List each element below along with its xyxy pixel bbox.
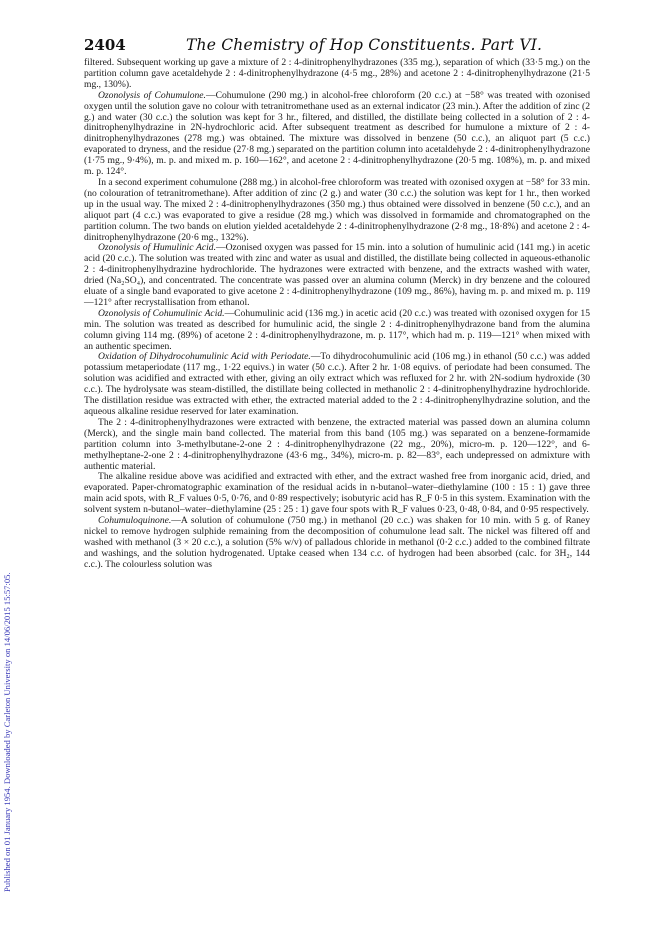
paragraph (84, 58, 590, 91)
paragraph-text: filtered. Subsequent working up gave a mixture of 2 : 4-dinitrophenylhydrazones (335 mg.), separation of which (33·5 mg.) on the partition column gave acetaldehyde 2 : 4-dinitrophenylhydrazone (4·5 mg., 28%) and acetone 2 : 4-dinitrophenylhydrazone (21·5 mg., 130%). (84, 57, 590, 90)
paragraph (84, 91, 590, 178)
paragraph-text: The alkaline residue above was acidified and extracted with ether, and the extract washed free from inorganic acid, dried, and evaporated. Paper-chromatographic examination of the residual acids in n-butanol–water–diethylamine (100 : 15 : 1) gave three main acid spots, with R_F values 0·5, 0·76, and 0·89 respectively; isobutyric acid has R_F 0·5 in this system. Examination with the solvent system n-butanol–water–diethylamine (25 : 25 : 1) gave four spots with R_F values 0·23, 0·48, 0·84, and 0·95 respectively. (84, 471, 591, 516)
paragraph (84, 178, 590, 243)
paragraph (84, 472, 590, 516)
download-notice: Published on 01 January 1954. Downloaded by Carleton University on 14/06/2015 15:57:05. (2, 572, 12, 892)
paragraph (84, 309, 590, 353)
running-head: The Chemistry of Hop Constituents. Part VI. (186, 36, 543, 54)
paragraph (84, 418, 590, 473)
page-header (84, 36, 594, 56)
section-heading: Ozonolysis of Cohumulinic Acid. (98, 307, 225, 319)
paragraph-text: —Cohumulone (290 mg.) in alcohol-free chloroform (20 c.c.) at −58° was treated with ozonised oxygen until the solution gave no colour with tetranitromethane used as an external indicator (23 min.). After the addition of zinc (2 g.) and water (30 c.c.) the solution was kept for 3 hr., filtered, and distilled, the distillate being collected in a solution of 2 : 4-dinitrophenylhydrazine in 2N-hydrochloric acid. After subsequent treatment as described for humulone a mixture of 2 : 4-dinitrophenylhydrazones (278 mg.) was obtained. The mixture was dissolved in benzene (50 c.c.), an aliquot part (5 c.c.) evaporated to dryness, and the residue (27·8 mg.) separated on the partition column into acetaldehyde 2 : 4-dinitrophenylhydrazone (1·75 mg., 9·4%), m. p. and mixed m. p. 160—162°, and acetone 2 : 4-dinitrophenylhydrazone (20·5 mg. 108%), m. p. and mixed m. p. 124°. (84, 89, 590, 178)
article-body (84, 58, 590, 571)
paragraph-text: The 2 : 4-dinitrophenylhydrazones were extracted with benzene, the extracted material was passed down an alumina column (Merck), and the single main band collected. The material from this band (105 mg.) was separated on a benzene-formamide partition column into 3-methylbutane-2-one 2 : 4-dinitrophenylhydrazone (22 mg., 20%), micro-m. p. 120—122°, and 6-methylheptane-2-one 2 : 4-dinitrophenylhydrazone (43·6 mg., 34%), micro-m. p. 82—83°, each undepressed on admixture with authentic material. (84, 416, 590, 472)
paragraph (84, 243, 590, 308)
paragraph-text: —A solution of cohumulone (750 mg.) in methanol (20 c.c.) was shaken for 10 min. with 5 g. of Raney nickel to remove hydrogen sulphide remaining from the decomposition of cohumulone lead salt. The nickel was filtered off and washed with methanol (3 × 20 c.c.), a solution (5% w/v) of palladous chloride in methanol (0·2 c.c.) added to the combined filtrate and washings, and the solution hydrogenated. Uptake ceased when 134 c.c. of hydrogen had been absorbed (calc. for 3H₂, 144 c.c.). The colourless solution was (84, 515, 590, 570)
paragraph-text: —Cohumulinic acid (136 mg.) in acetic acid (20 c.c.) was treated with ozonised oxygen for 15 min. The solution was treated as described for humulinic acid, the single 2 : 4-dinitrophenylhydrazone band from the alumina column giving 114 mg. (89%) of acetone 2 : 4-dinitrophenylhydrazone, m. p. 117°, which had m. p. 119—121° when mixed with an authentic specimen. (84, 307, 591, 352)
section-heading: Cohumuloquinone. (98, 515, 172, 527)
paragraph-text: In a second experiment cohumulone (288 mg.) in alcohol-free chloroform was treated with ozonised oxygen at −58° for 33 min. (no colouration of tetranitromethane). After addition of zinc (2 g.) and water (30 c.c.) the solution was kept for 1 hr., then worked up in the usual way. The mixed 2 : 4-dinitrophenylhydrazones (350 mg.) thus obtained were dissolved in benzene (50 c.c.), and an aliquot part (4 c.c.) was evaporated to give a residue (28 mg.) which was dissolved in formamide and chromatographed on the partition column. The two bands on elution yielded acetaldehyde 2 : 4-dinitrophenylhydrazone (2·8 mg., 18·8%) and acetone 2 : 4-dinitrophenylhydrazone (20·6 mg., 132%). (84, 176, 590, 243)
section-heading: Ozonolysis of Humulinic Acid. (98, 242, 216, 254)
download-watermark (2, 132, 14, 892)
paragraph (84, 352, 590, 417)
paragraph (84, 516, 590, 571)
paragraph-text: —To dihydrocohumulinic acid (106 mg.) in ethanol (50 c.c.) was added potassium metaperiodate (117 mg., 1·22 equivs.) in water (50 c.c.). After 2 hr. 1·08 equivs. of periodate had been consumed. The solution was acidified and extracted with ether, giving an oily extract which was refluxed for 2 hr. with 2N-sodium hydroxide (30 c.c.). The hydrolysate was steam-distilled, the distillate being collected in methanolic 2 : 4-dinitrophenylhydrazine hydrochloride. The distillation residue was extracted with ether, the extracted material added to the 2 : 4-dinitrophenylhydrazine solution, and the aqueous alkaline residue reserved for later examination. (84, 351, 590, 417)
paragraph-text: —Ozonised oxygen was passed for 15 min. into a solution of humulinic acid (141 mg.) in acetic acid (20 c.c.). The solution was treated with zinc and water as usual and distilled, the distillate being collected in aqueous-ethanolic 2 : 4-dinitrophenylhydrazine hydrochloride. The hydrazones were extracted with benzene, and the extracts washed with water, dried (Na₂SO₄), and concentrated. The concentrate was passed over an alumina column (Merck) in dry benzene and the coloured eluate of a single band evaporated to give acetone 2 : 4-dinitrophenylhydrazone (109 mg., 86%), having m. p. and mixed m. p. 119—121° after recrystallisation from ethanol. (84, 242, 590, 308)
section-heading: Oxidation of Dihydrocohumulinic Acid with Periodate. (98, 351, 311, 363)
section-heading: Ozonolysis of Cohumulone. (98, 89, 206, 101)
page-number: 2404 (84, 36, 126, 54)
